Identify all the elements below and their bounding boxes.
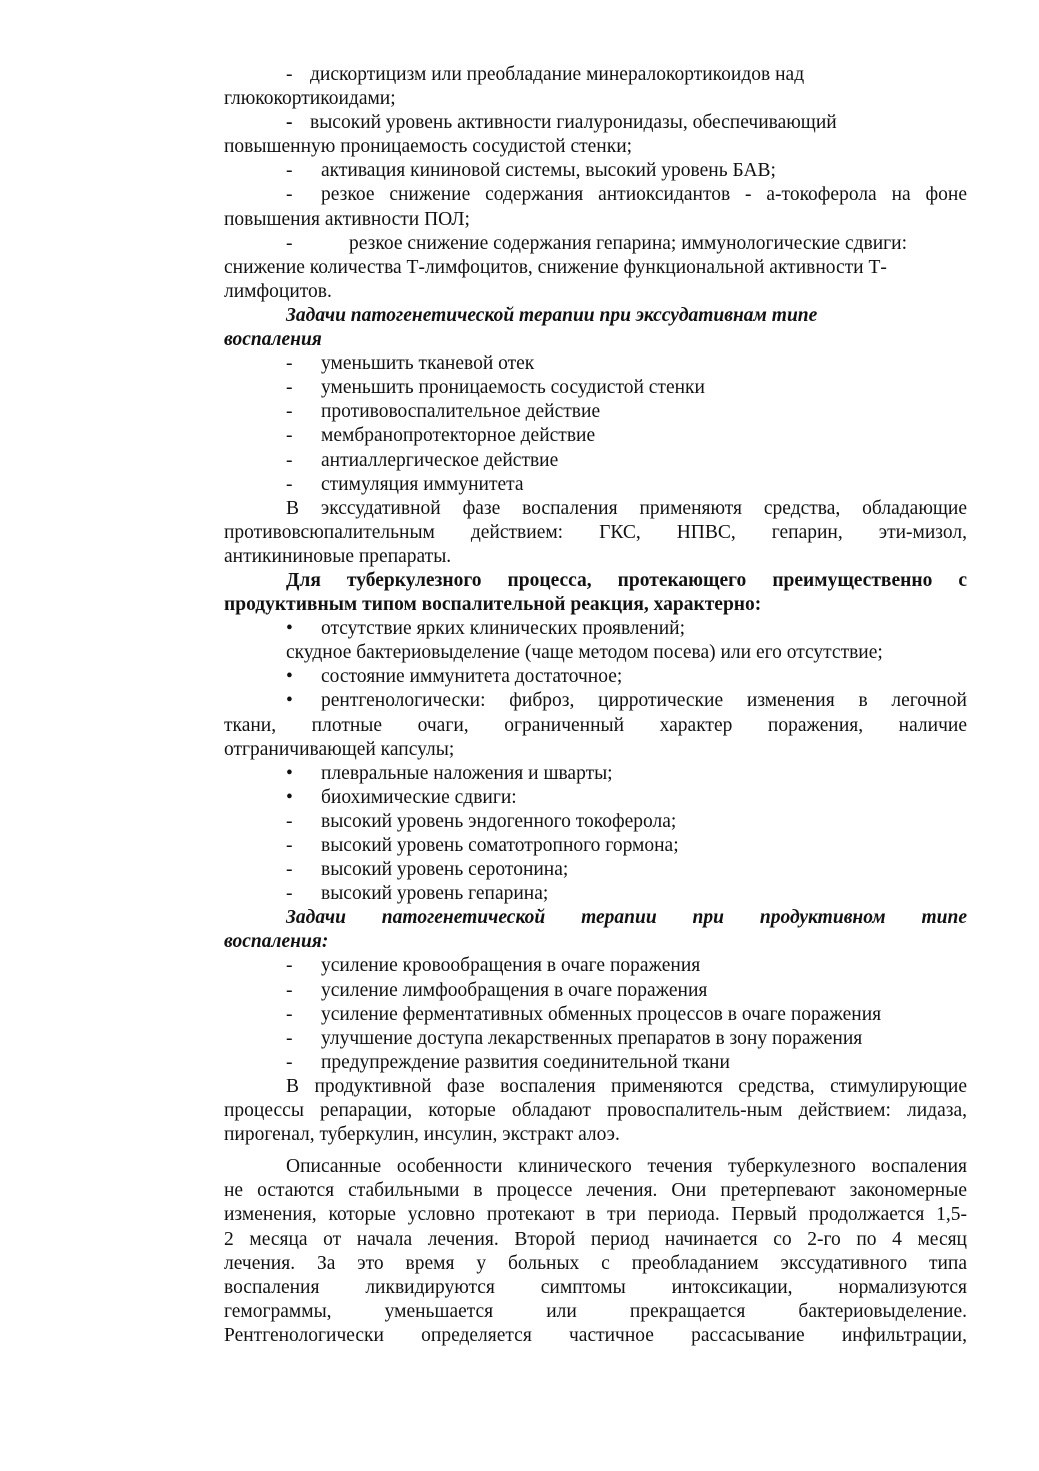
paragraph-line: пирогенал, туберкулин, инсулин, экстракт алоэ. — [224, 1124, 620, 1146]
bullet-marker: • — [286, 618, 293, 640]
section-heading: Для туберкулезного процесса, протекающего преимущественно с — [286, 569, 967, 591]
dash-marker: - — [286, 810, 293, 832]
paragraph-line: В продуктивной фазе воспаления применяются средства, стимулирующие — [286, 1075, 967, 1097]
list-item: - высокий уровень эндогенного токоферола; — [224, 810, 967, 834]
paragraph-line: гемограммы, уменьшается или прекращается бактериовыделение. — [224, 1300, 967, 1322]
paragraph-line: Рентгенологически определяется частичное рассасывание инфильтрации, — [224, 1324, 967, 1346]
paragraph-line: противовсюпалительным действием: ГКС, НПВС, гепарин, эти-мизол, — [224, 521, 967, 543]
paragraph-line: 2 месяца от начала лечения. Второй период начинается со 2-го по 4 месяц — [224, 1228, 967, 1250]
bullet-marker: • — [286, 786, 293, 808]
list-item: - высокий уровень гепарина; — [224, 882, 967, 906]
list-item: - мембранопротекторное действие — [224, 424, 967, 448]
list-item: - высокий уровень соматотропного гормона; — [224, 834, 967, 858]
dash-marker: - — [286, 835, 293, 856]
list-item: - усиление кровообращения в очаге поражения — [224, 954, 967, 978]
list-item: - высокий уровень активности гиалуронидазы, обеспечивающий — [224, 111, 967, 135]
list-item: - уменьшить проницаемость сосудистой стенки — [224, 376, 967, 400]
text-line: отграничивающей капсулы; — [224, 738, 455, 760]
list-item: - резкое снижение содержания антиоксидантов - а-токоферола на фоне — [224, 183, 967, 207]
section-heading-cont: воспаления: — [224, 931, 329, 953]
list-item: - дискортицизм или преобладание минералокортикоидов над — [224, 63, 967, 87]
text-line: снижение количества Т-лимфоцитов, снижение функциональной активности Т- — [224, 256, 887, 278]
dash-marker: - — [286, 184, 293, 206]
paragraph-line: воспаления ликвидируются симптомы интоксикации, нормализуются — [224, 1276, 967, 1298]
text-line: повышенную проницаемость сосудистой стенки; — [224, 136, 633, 158]
paragraph-line: лечения. За это время у больных с преобладанием экссудативного типа — [224, 1252, 967, 1274]
bullet-marker: • — [286, 690, 293, 712]
dash-marker: - — [286, 473, 293, 495]
text-line: скудное бактериовыделение (чаще методом посева) или его отсутствие; — [286, 642, 883, 664]
section-heading: Задачи патогенетической терапии при экссудативнам типе — [286, 304, 818, 326]
text-line: глюкокортикоидами; — [224, 88, 396, 110]
dash-marker: - — [286, 377, 293, 399]
list-item: • биохимические сдвиги: — [224, 786, 967, 810]
list-item: - активация кининовой системы, высокий уровень БАВ; — [224, 159, 967, 183]
dash-marker: - — [286, 160, 293, 182]
text-line: повышения активности ПОЛ; — [224, 208, 470, 230]
dash-marker: - — [286, 955, 293, 977]
list-item: - противовоспалительное действие — [224, 400, 967, 424]
dash-marker: - — [286, 401, 293, 423]
document-page — [224, 63, 967, 1348]
text-line: лимфоцитов. — [224, 280, 332, 302]
list-item: - усиление лимфообращения в очаге поражения — [224, 979, 967, 1003]
section-heading-cont: продуктивным типом воспалительной реакция, характерно: — [224, 594, 762, 616]
dash-marker: - — [286, 1027, 293, 1049]
list-item: • плевральные наложения и шварты; — [224, 762, 967, 786]
list-item: • отсутствие ярких клинических проявлений; — [224, 617, 967, 641]
list-item: - усиление ферментативных обменных процессов в очаге поражения — [224, 1003, 967, 1027]
section-heading-cont: воспаления — [224, 329, 322, 351]
list-item: - предупреждение развития соединительной ткани — [224, 1051, 967, 1075]
paragraph-line: процессы репарации, которые обладают провоспалитель-ным действием: лидаза, — [224, 1100, 967, 1122]
dash-marker: - — [286, 425, 293, 447]
paragraph-line: Описанные особенности клинического течения туберкулезного воспаления — [286, 1156, 967, 1178]
paragraph-line: изменения, которые условно протекают в три периода. Первый продолжается 1,5- — [224, 1204, 967, 1226]
list-item: - резкое снижение содержания гепарина; иммунологические сдвиги: — [224, 232, 967, 256]
list-item: - уменьшить тканевой отек — [224, 352, 967, 376]
section-heading: Задачи патогенетической терапии при продуктивном типе — [286, 907, 967, 929]
list-item: - стимуляция иммунитета — [224, 473, 967, 497]
dash-marker: - — [286, 859, 293, 881]
bullet-marker: • — [286, 762, 293, 784]
paragraph-line: В экссудативной фазе воспаления применяютя средства, обладающие — [286, 497, 967, 519]
paragraph-line: антикининовые препараты. — [224, 545, 452, 567]
dash-marker: - — [286, 64, 293, 85]
list-item: - высокий уровень серотонина; — [224, 858, 967, 882]
dash-marker: - — [286, 353, 293, 375]
bullet-marker: • — [286, 666, 293, 688]
dash-marker: - — [286, 979, 293, 1001]
list-item: • рентгенологически: фиброз, цирротические изменения в легочной — [224, 689, 967, 713]
dash-marker: - — [286, 1051, 293, 1073]
text-line: ткани, плотные очаги, ограниченный характер поражения, наличие — [224, 714, 967, 736]
paragraph-line: не остаются стабильными в процессе лечения. Они претерпевают закономерные — [224, 1180, 967, 1202]
list-item: - улучшение доступа лекарственных препаратов в зону поражения — [224, 1027, 967, 1051]
dash-marker: - — [286, 232, 293, 254]
dash-marker: - — [286, 883, 293, 905]
list-item: • состояние иммунитета достаточное; — [224, 665, 967, 689]
list-item: - антиаллергическое действие — [224, 449, 967, 473]
dash-marker: - — [286, 449, 293, 471]
dash-marker: - — [286, 1003, 293, 1025]
dash-marker: - — [286, 112, 293, 134]
